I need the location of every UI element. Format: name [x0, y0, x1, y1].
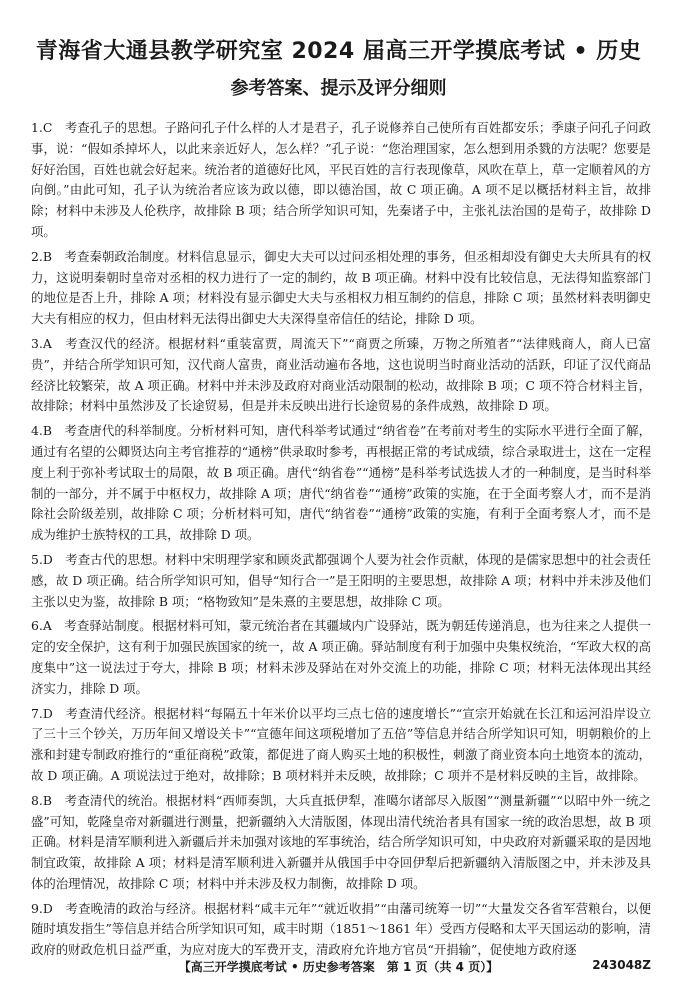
answer-item-3: 3.A 考查汉代的经济。根据材料“重装富贾，周流天下”“商贾之所臻，万物之所殖者”“法律贱商人，商人已富贵”，并结合所学知识可知，汉代商人富贵，商业活动遍布各地，这也说明当时商业活动的活跃，印证了汉代商品经济比较繁荣，故 A 项正确。材料中并未涉及政府对商业活动限制的松动，故排除 B 项；C 项不符合材料主旨，故排除；材料中虽然涉及了长途贸易，但是并未反映出进行长途贸易的条件成熟，故排除 D 项。	[31, 335, 651, 414]
footer-page-info: 【高三开学摸底考试 • 历史参考答案 第 1 页（共 4 页）】	[178, 960, 499, 974]
answer-item-6: 6.A 考查驿站制度。根据材料可知，蒙元统治者在其疆域内广设驿站，既为朝廷传递消息，也为往来之人提供一定的安全保护，这有利于加强民族国家的统一，故 A 项正确。驿站制度有利于加强中央集权统治，“军政大权的高度集中”这一说法过于夸大，排除 B 项；材料未涉及驿站在对外交流上的功能，排除 C 项；材料无法体现出其经济实力，排除 D 项。	[31, 618, 651, 696]
answer-item-5: 5.D 考查古代的思想。材料中宋明理学家和顾炎武都强调个人要为社会作贡献，体现的是儒家思想中的社会责任感，故 D 项正确。结合所学知识可知，倡导“知行合一”是王阳明的主要思想，故排除 A 项；材料中并未涉及他们主张以史为鉴，故排除 B 项；“格物致知”是朱熹的主要思想，故排除 C 项。	[31, 551, 651, 609]
page-title: 青海省大通县教学研究室 2024 届高三开学摸底考试 • 历史	[35, 39, 642, 64]
footer-code: 243048Z	[592, 958, 651, 972]
page-subtitle: 参考答案、提示及评分细则	[230, 78, 447, 99]
answer-item-9: 9.D 考查晚清的政治与经济。根据材料“咸丰元年”“就近收捐”“由藩司统筹一切”“大量发交各省军营粮台，以便随时填发指生”等信息并结合所学知识可知，咸丰时期（1851～1861 年）受西方侵略和太平天国运动的影响，清政府的财政危机日益严重，为应对庞大的军费开支，清政府允许地方官员“开捐输”，促使地方政府逐	[31, 900, 651, 958]
answer-item-2: 2.B 考查秦朝政治制度。材料信息显示，御史大夫可以过问丞相处理的事务，但丞相却没有御史大夫所具有的权力，这说明秦朝时皇帝对丞相的权力进行了一定的制约，故 B 项正确。材料中没有比较信息，无法得知监察部门的地位是否上升，排除 A 项；材料没有显示御史大夫与丞相权力相互制约的信息，排除 C 项；虽然材料表明御史大夫有相应的权力，但由材料无法得出御史大夫深得皇帝信任的结论，排除 D 项。	[31, 248, 651, 327]
answer-item-4: 4.B 考查唐代的科举制度。分析材料可知，唐代科举考试通过“纳省卷”在考前对考生的实际水平进行全面了解，通过有名望的公卿贤达向主考官推荐的“通榜”供录取时参考，再根据正常的考试成绩，综合录取进士，这在一定程度上利于弥补考试取士的局限，故 B 项正确。唐代“纳省卷”“通榜”是科举考试选拔人才的一种制度，是当时科举制的一部分，并不属于中枢权力，故排除 A 项；唐代“纳省卷”“通榜”政策的实施，在于全面考察人才，而不是消除社会阶级差别，故排除 C 项；分析材料可知，唐代“纳省卷”“通榜”政策的实施，有利于全面考察人才，而不是成为维护士族特权的工具，故排除 D 项。	[31, 423, 651, 543]
answer-item-1: 1.C 考查孔子的思想。子路问孔子什么样的人才是君子，孔子说修养自己使所有百姓都安乐；季康子问孔子问政事，说：“假如杀掉坏人，以此来亲近好人，怎么样？”孔子说：“您治理国家，怎么想到用杀戮的方法呢？您要是好好治国，百姓也就会好起来。统治者的道德好比风，平民百姓的言行表现像草，风吹在草上，草一定顺着风的方向倒。”由此可知，孔子认为统治者应该为政以德，即以德治国，故 C 项正确。A 项不足以概括材料主旨，故排除；材料中未涉及人伦秩序，故排除 B 项；结合所学知识可知，先秦诸子中，主张礼法治国的是荀子，故排除 D 项。	[31, 120, 651, 239]
answer-item-8: 8.B 考查清代的统治。根据材料“西师奏凯，大兵直抵伊犁，准噶尔诸部尽入版图”“测量新疆”“以昭中外一统之盛”可知，乾隆皇帝对新疆进行测量，把新疆纳入大清版图，体现出清代统治者具有国家一统的政治思想，故 B 项正确。材料是清军顺利进入新疆后并未加强对该地的军事统治，结合所学知识可知，中央政府对新疆采取的是因地制宜政策，故排除 A 项；材料是清军顺利进入新疆并从俄国手中夺回伊犁后把新疆纳入清版图之中，并未涉及具体的治理情况，故排除 C 项；材料中并未涉及权力制衡，故排除 D 项。	[31, 792, 651, 891]
answer-list	[31, 118, 651, 965]
answer-item-7: 7.D 考查清代经济。根据材料“每隔五十年米价以平均三点七倍的速度增长”“宣宗开始就在长江和运河沿岸设立了三十三个钞关，万历年间又增设关卡”“宣德年间这项税增加了五倍”等信息并结合所学知识可知，明朝粮价的上涨和封建专制政府推行的“重征商税”政策，都促进了商人购买土地的积极性，刺激了商业资本向土地资本的流动，故 D 项正确。A 项说法过于绝对，故排除；B 项材料并未反映，故排除；C 项并不是材料反映的主旨，故排除。	[31, 705, 651, 783]
